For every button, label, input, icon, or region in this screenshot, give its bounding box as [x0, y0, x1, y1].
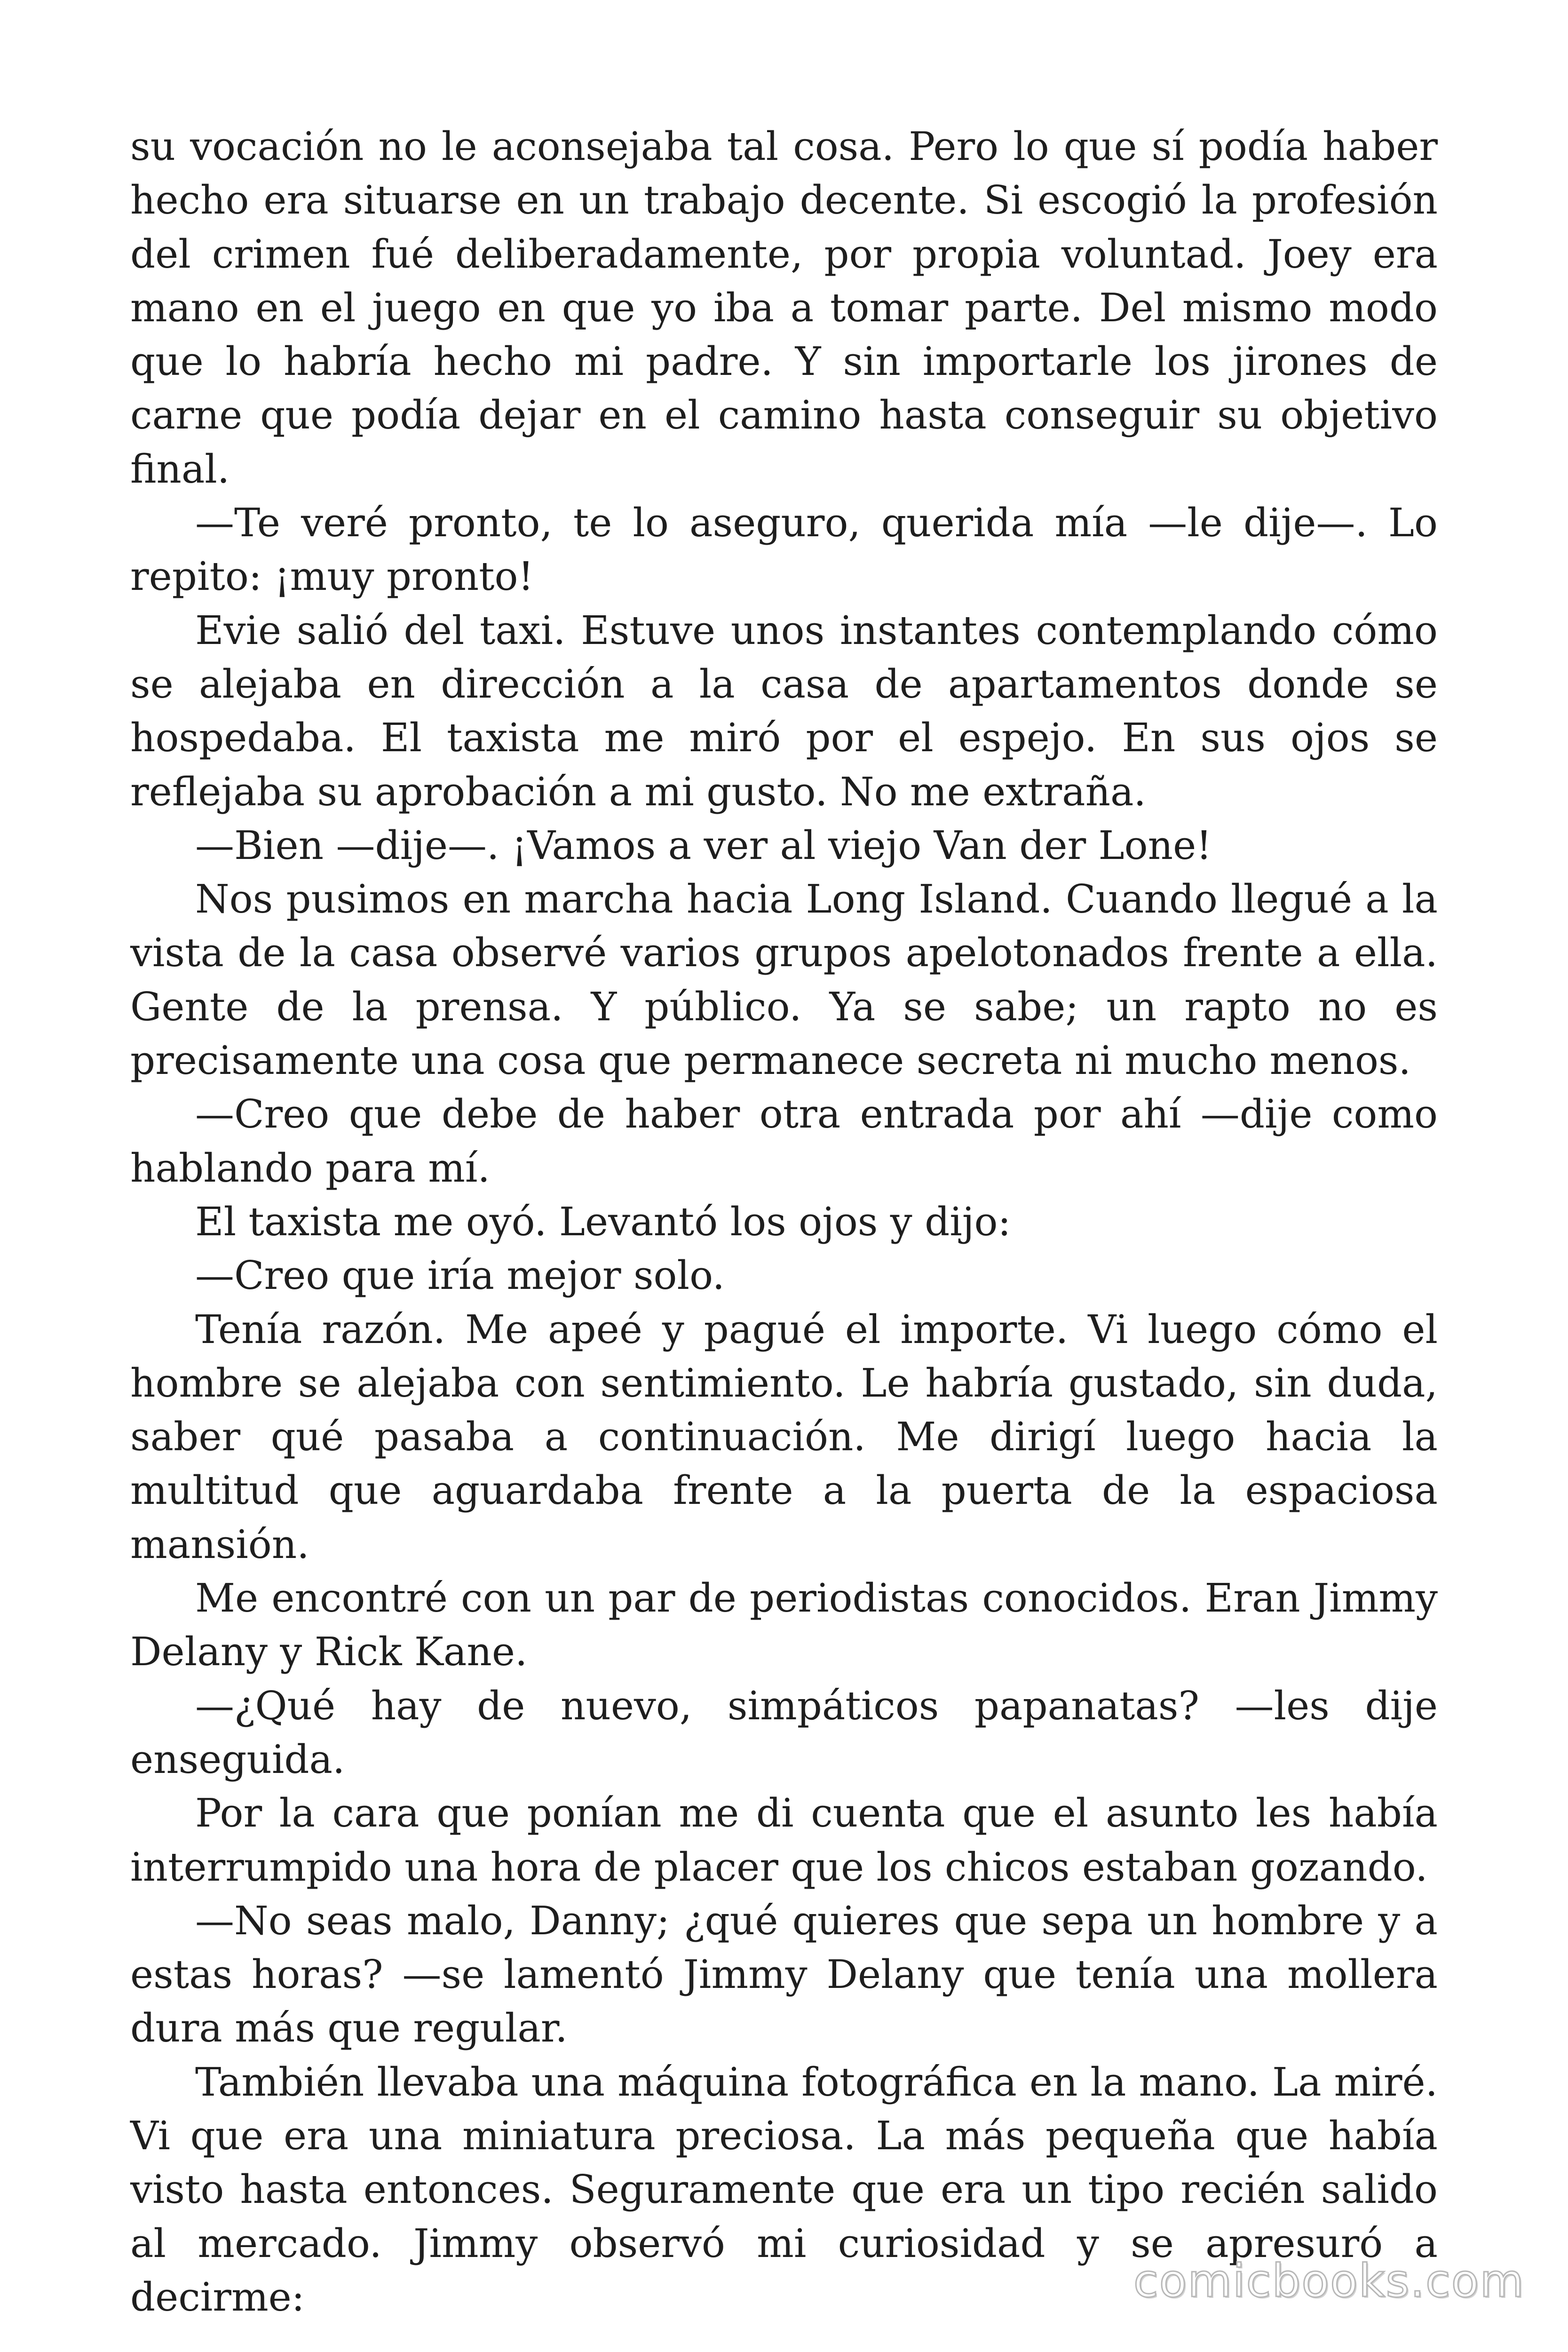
paragraph: —No seas malo, Danny; ¿qué quieres que sepa un hombre y a estas horas? —se lamentó Jimmy Delany que tenía una mollera dura más que regular. [130, 1898, 1438, 2051]
paragraph: —Te veré pronto, te lo aseguro, querida mía —le dije—. Lo repito: ¡muy pronto! [130, 500, 1438, 600]
paragraph: Evie salió del taxi. Estuve unos instantes contemplando cómo se alejaba en dirección a la casa de apartamentos donde se hospedaba. El taxista me miró por el espejo. En sus ojos se reflejaba su aprobación a mi gusto. No me extraña. [130, 607, 1438, 815]
paragraph: Nos pusimos en marcha hacia Long Island. Cuando llegué a la vista de la casa observé varios grupos apelotonados frente a ella. Gente de la prensa. Y público. Ya se sabe; un rapto no es precisamente una cosa que permanece secreta ni mucho menos. [130, 876, 1438, 1084]
watermark: comicbooks.com [1133, 2255, 1525, 2307]
paragraph: Tenía razón. Me apeé y pagué el importe. Vi luego cómo el hombre se alejaba con sentimiento. Le habría gustado, sin duda, saber qué pasaba a continuación. Me dirigí luego hacia la multitud que aguardaba frente a la puerta de la espaciosa mansión. [130, 1306, 1438, 1567]
paragraph: su vocación no le aconsejaba tal cosa. Pero lo que sí podía haber hecho era situarse en un trabajo decente. Si escogió la profesión del crimen fué deliberadamente, por propia voluntad. Joey era mano en el juego en que yo iba a tomar parte. Del mismo modo que lo habría hecho mi padre. Y sin importarle los jirones de carne que podía dejar en el camino hasta conseguir su objetivo final. [130, 124, 1438, 492]
paragraph: El taxista me oyó. Levantó los ojos y dijo: [195, 1199, 1011, 1245]
paragraph: —Bien —dije—. ¡Vamos a ver al viejo Van der Lone! [195, 822, 1212, 868]
paragraph: Por la cara que ponían me di cuenta que el asunto les había interrumpido una hora de placer que los chicos estaban gozando. [130, 1790, 1438, 1890]
body-text [130, 120, 1438, 2324]
paragraph: —¿Qué hay de nuevo, simpáticos papanatas? —les dije enseguida. [130, 1683, 1438, 1782]
paragraph: —Creo que iría mejor solo. [195, 1253, 725, 1299]
paragraph: También llevaba una máquina fotográfica en la mano. La miré. Vi que era una miniatura preciosa. La más pequeña que había visto hasta entonces. Seguramente que era un tipo recién salido al mercado. Jimmy observó mi curiosidad y se apresuró a decirme: [130, 2059, 1438, 2320]
paragraph: —Creo que debe de haber otra entrada por ahí —dije como hablando para mí. [130, 1091, 1438, 1191]
paragraph: Me encontré con un par de periodistas conocidos. Eran Jimmy Delany y Rick Kane. [130, 1575, 1438, 1675]
